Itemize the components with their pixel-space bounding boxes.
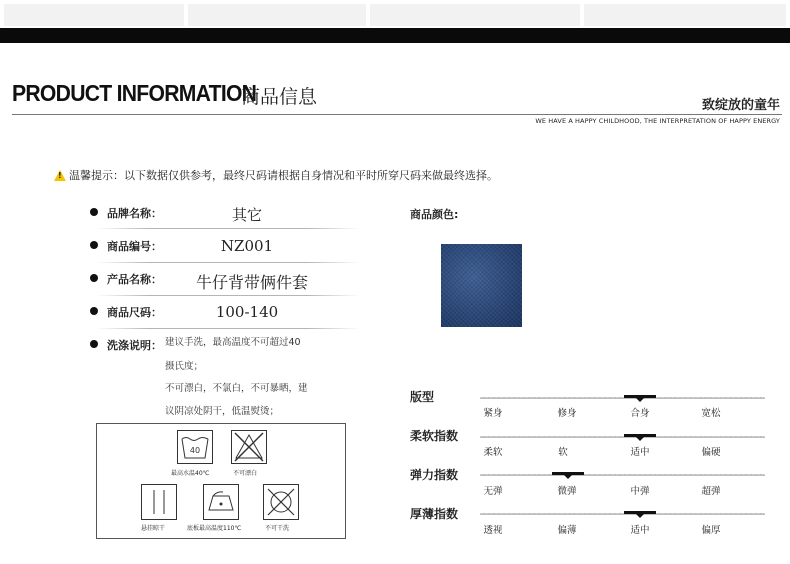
scale-marker <box>624 395 656 398</box>
scale-line <box>480 474 765 476</box>
wash-temp-number: 40 <box>189 446 201 455</box>
scale-line <box>480 397 765 399</box>
bullet-icon <box>90 274 98 282</box>
page-title-en: PRODUCT INFORMATION <box>12 80 257 106</box>
product-name-value: 牛仔背带俩件套 <box>195 273 308 292</box>
top-tab-3 <box>370 4 580 26</box>
scale-title-softness: 柔软指数 <box>410 429 459 443</box>
wash-text-line: 议阴凉处阴干，低温熨烫； <box>165 406 280 417</box>
brand-slogan-cn: 致绽放的童年 <box>701 98 780 113</box>
page-title-cn: 商品信息 <box>241 86 318 108</box>
scale-option: 偏薄 <box>557 525 577 536</box>
scale-option: 无弹 <box>483 486 503 497</box>
scale-option: 适中 <box>630 525 650 536</box>
care-label: 不可漂白 <box>233 470 258 477</box>
size-value: 100-140 <box>215 303 279 321</box>
header-divider <box>12 114 782 115</box>
scale-title-elasticity: 弹力指数 <box>410 468 459 482</box>
scale-marker <box>552 472 584 475</box>
care-label: 不可干洗 <box>265 525 290 532</box>
notice-text: 温馨提示：以下数据仅供参考，最终尺码请根据自身情况和平时所穿尺码来做最终选择。 <box>69 169 498 182</box>
brand-label: 品牌名称： <box>107 207 162 220</box>
top-tab-strip <box>0 0 790 28</box>
scale-title-thickness: 厚薄指数 <box>410 507 459 521</box>
product-number-value: NZ001 <box>220 237 274 255</box>
notice-line <box>54 167 498 183</box>
scale-option: 合身 <box>630 408 650 419</box>
row-divider <box>96 295 360 296</box>
scale-option: 中弹 <box>630 486 650 497</box>
warning-icon <box>54 170 66 181</box>
scale-option: 柔软 <box>483 447 503 458</box>
color-label: 商品颜色: <box>410 208 459 221</box>
no-bleach-icon <box>231 430 267 464</box>
bullet-icon <box>90 241 98 249</box>
wash-label: 洗涤说明： <box>107 339 162 352</box>
size-label: 商品尺码： <box>107 306 162 319</box>
care-label: 底板最高温度110℃ <box>187 525 242 532</box>
scale-option: 偏厚 <box>701 525 721 536</box>
care-label: 最高水温40℃ <box>171 470 210 477</box>
hang-dry-icon <box>141 484 177 520</box>
no-tumble-dry-icon <box>263 484 299 520</box>
row-divider <box>96 228 360 229</box>
brand-value: 其它 <box>231 206 262 224</box>
bullet-icon <box>90 307 98 315</box>
top-tab-4 <box>584 4 786 26</box>
row-divider <box>96 262 360 263</box>
scale-marker <box>624 434 656 437</box>
top-tab-1 <box>4 4 184 26</box>
scale-option: 宽松 <box>701 408 721 419</box>
scale-title-fit: 版型 <box>410 390 435 404</box>
scale-option: 偏硬 <box>701 447 721 458</box>
top-tab-2 <box>188 4 366 26</box>
care-symbols-box <box>96 423 346 539</box>
scale-option: 适中 <box>630 447 650 458</box>
wash-text-line: 建议手洗，最高温度不可超过40 <box>165 337 301 348</box>
brand-slogan-en: WE HAVE A HAPPY CHILDHOOD, THE INTERPRETATION OF HAPPY ENERGY <box>535 117 780 125</box>
product-number-label: 商品编号： <box>107 240 162 253</box>
wash-tub-40-icon <box>177 430 213 464</box>
scale-line <box>480 436 765 438</box>
header-black-bar <box>0 28 790 43</box>
product-name-label: 产品名称： <box>107 273 162 286</box>
color-swatch <box>441 244 522 327</box>
scale-option: 软 <box>558 447 568 458</box>
scale-marker <box>624 511 656 514</box>
bullet-icon <box>90 208 98 216</box>
scale-option: 微弹 <box>557 486 577 497</box>
iron-icon <box>203 484 239 520</box>
scale-option: 紧身 <box>483 408 503 419</box>
scale-option: 超弹 <box>701 486 721 497</box>
wash-text-line: 摄氏度； <box>165 361 204 372</box>
wash-text-line: 不可漂白，不氯白，不可暴晒，建 <box>165 383 308 394</box>
scale-option: 修身 <box>557 408 577 419</box>
bullet-icon <box>90 340 98 348</box>
scale-line <box>480 513 765 515</box>
scale-option: 透视 <box>483 525 503 536</box>
row-divider <box>96 328 360 329</box>
care-label: 悬挂晾干 <box>141 525 166 532</box>
